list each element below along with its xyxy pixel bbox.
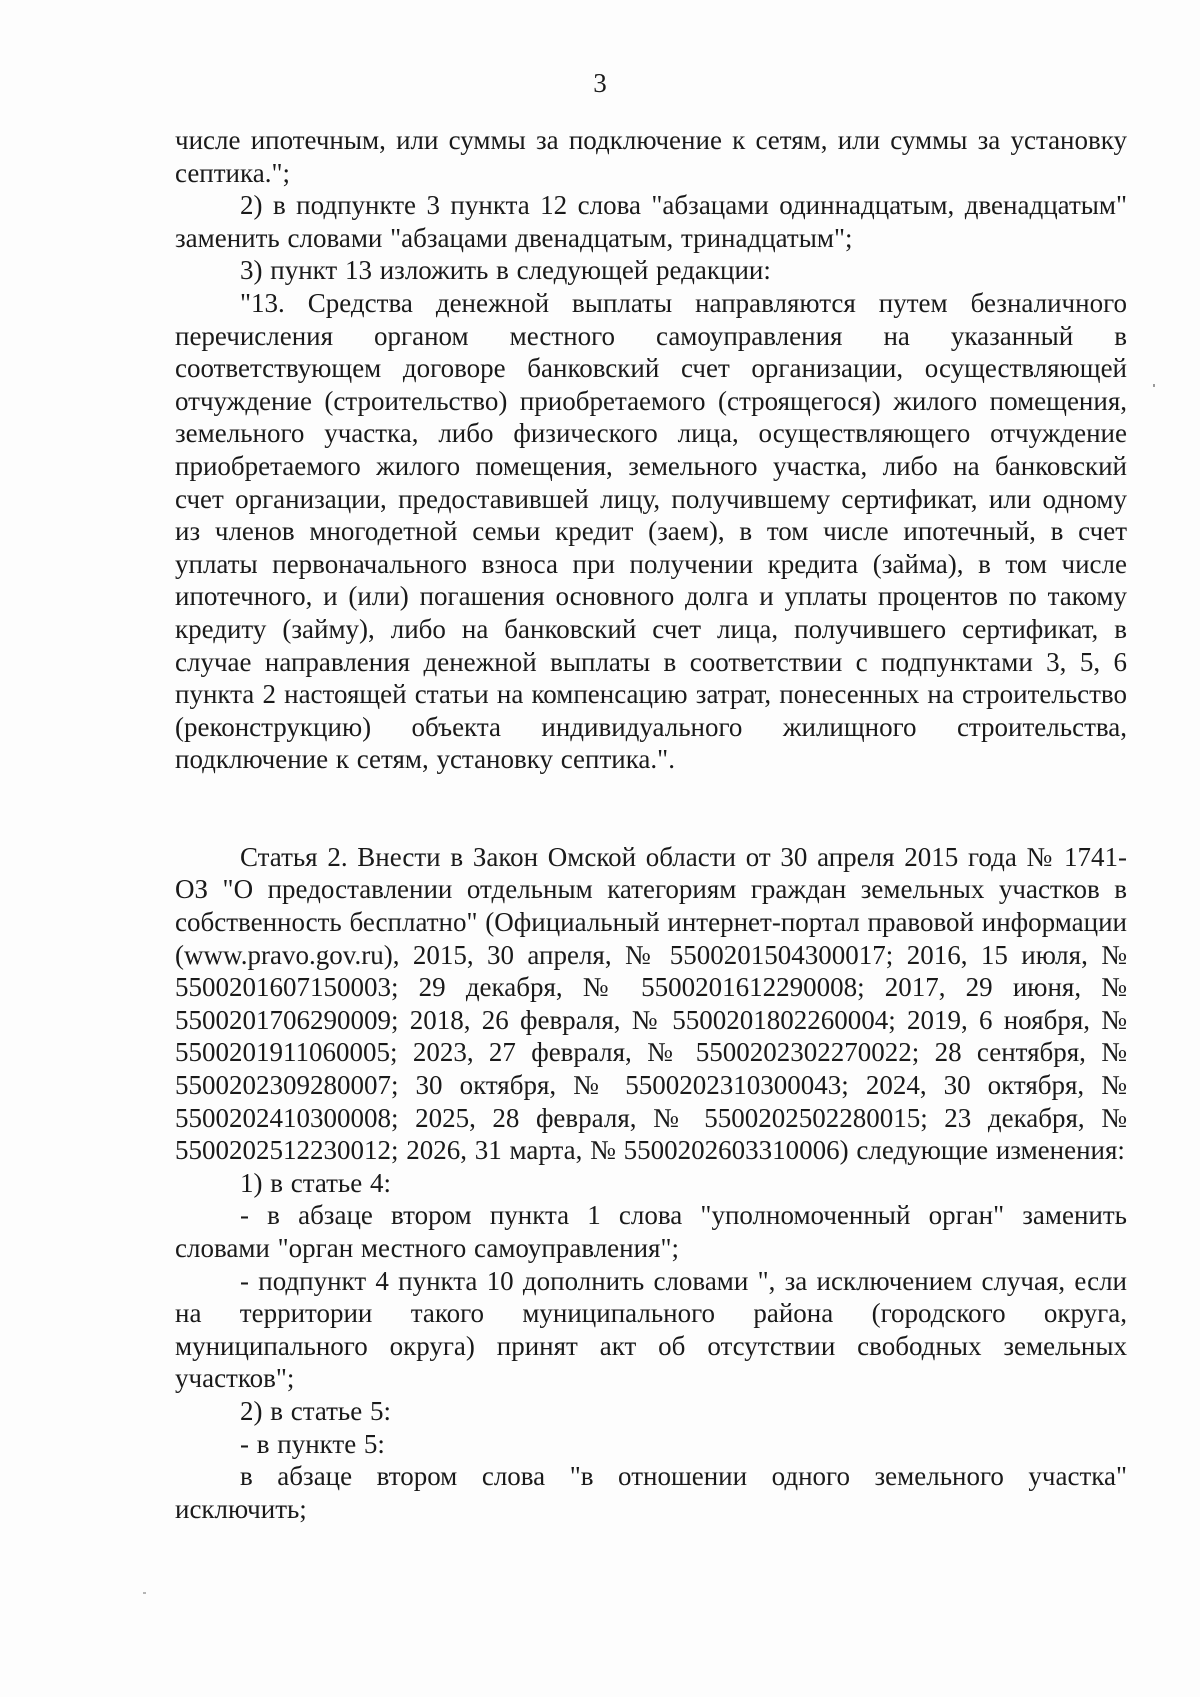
paragraph-item-1: 1) в статье 4: [240, 1167, 391, 1198]
paragraph-item-2: 2) в статье 5: [240, 1395, 391, 1426]
paragraph-point-13: "13. Средства денежной выплаты направляются путем безналичного перечисления органом местного самоуправления на указанный в соответствующем договоре банковский счет организации, осуществляющей отчуждение (строительство) приобретаемого (строящегося) жилого помещения, земельного участка, либо физического лица, осуществляющего отчуждение приобретаемого жилого помещения, земельного участка, либо на банковский счет организации, предоставившей лицу, получившему сертификат, или одному из членов многодетной семьи кредит (заем), в том числе ипотечный, в счет уплаты первоначального взноса при получении кредита (займа), в том числе ипотечного, и (или) погашения основного долга и уплаты процентов по такому кредиту (займу), либо на банковский счет лица, получившего сертификат, в случае направления денежной выплаты в соответствии с подпунктами 3, 5, 6 пункта 2 настоящей статьи на компенсацию затрат, понесенных на строительство (реконструкцию) объекта индивидуального жилищного строительства, подключение к сетям, установку септика.". [175, 287, 1127, 775]
paragraph-item-1-a: - в абзаце втором пункта 1 слова "уполномоченный орган" заменить словами "орган местного самоуправления"; [175, 1200, 1127, 1263]
page-number: 3 [593, 68, 607, 98]
paragraph-item-2-a: - в пункте 5: [240, 1428, 385, 1459]
section-spacer [175, 776, 1127, 841]
paragraph-item-1-b: - подпункт 4 пункта 10 дополнить словами ", за исключением случая, если на территории такого муниципального района (городского округа, муниципального округа) принят акт об отсутствии свободных земельных участков"; [175, 1265, 1127, 1394]
document-body [175, 124, 1127, 1525]
paragraph-subitem-2: 2) в подпункте 3 пункта 12 слова "абзацами одиннадцатым, двенадцатым" заменить словами "абзацами двенадцатым, тринадцатым"; [175, 190, 1127, 253]
paragraph-article-2: Статья 2. Внести в Закон Омской области от 30 апреля 2015 года № 1741-ОЗ "О предоставлении отдельным категориям граждан земельных участков в собственность бесплатно" (Официальный интернет-портал правовой информации (www.pravo.gov.ru), 2015, 30 апреля, № 5500201504300017; 2016, 15 июля, № 5500201607150003; 29 декабря, № 5500201612290008; 2017, 29 июня, № 5500201706290009; 2018, 26 февраля, № 5500201802260004; 2019, 6 ноября, № 5500201911060005; 2023, 27 февраля, № 5500202302270022; 28 сентября, № 5500202309280007; 30 октября, № 5500202310300043; 2024, 30 октября, № 5500202410300008; 2025, 28 февраля, № 5500202502280015; 23 декабря, № 5500202512230012; 2026, 31 марта, № 5500202603310006) следующие изменения: [175, 841, 1127, 1166]
scan-speck [1153, 384, 1155, 387]
paragraph-item-2-b: в абзаце втором слова "в отношении одного земельного участка" исключить; [175, 1461, 1127, 1524]
paragraph-subitem-3: 3) пункт 13 изложить в следующей редакции: [240, 255, 771, 286]
paragraph-continuation: числе ипотечным, или суммы за подключение к сетям, или суммы за установку септика."; [175, 125, 1127, 188]
scan-speck [143, 1592, 146, 1594]
